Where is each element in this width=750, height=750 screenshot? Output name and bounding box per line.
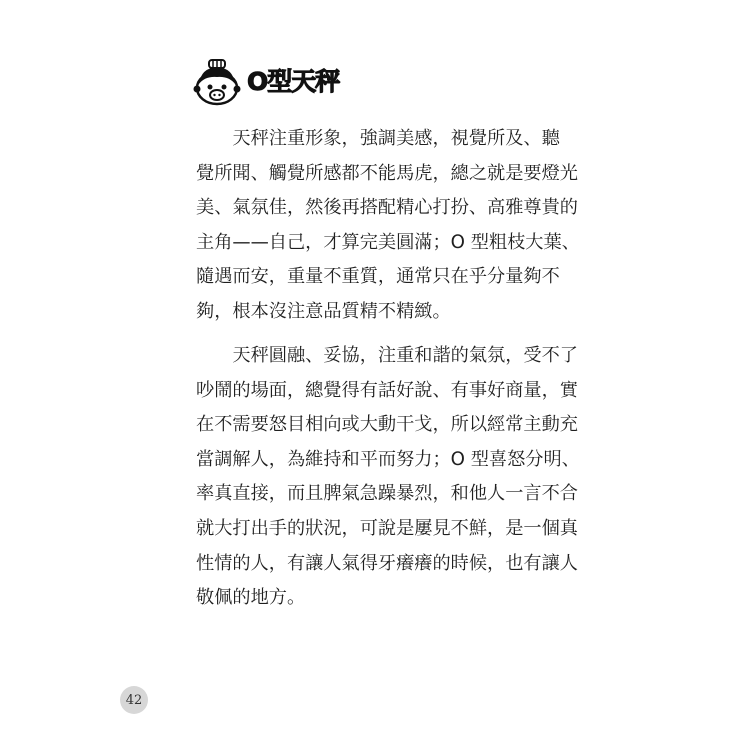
text-line: 夠，根本沒注意品質精不精緻。 xyxy=(196,300,451,322)
text-line: 性情的人，有讓人氣得牙癢癢的時候，也有讓人 xyxy=(196,552,578,574)
text-line: 在不需要怒目相向或大動干戈，所以經常主動充 xyxy=(196,414,578,436)
mascot-face-icon xyxy=(193,56,241,106)
text-line: 覺所聞、觸覺所感都不能馬虎，總之就是要燈光 xyxy=(196,162,578,184)
paragraph-2 xyxy=(196,339,580,616)
text-line: 吵鬧的場面，總覺得有話好說、有事好商量，實 xyxy=(196,379,578,401)
section-title: O型天秤 xyxy=(247,66,340,96)
section-heading xyxy=(193,56,339,106)
text-line: 美、氣氛佳，然後再搭配精心打扮、高雅尊貴的 xyxy=(196,197,578,219)
text-line: 就大打出手的狀況，可說是屢見不鮮，是一個真 xyxy=(196,517,578,539)
text-line: 隨遇而安，重量不重質，通常只在乎分量夠不 xyxy=(196,266,560,288)
text-line: 天秤注重形象，強調美感，視覺所及、聽 xyxy=(196,128,560,149)
page-number: 42 xyxy=(120,686,148,714)
text-line: 主角——自己，才算完美圓滿；O 型粗枝大葉、 xyxy=(196,231,580,253)
text-line: 率真直接，而且脾氣急躁暴烈，和他人一言不合 xyxy=(196,483,578,505)
text-line: 當調解人，為維持和平而努力；O 型喜怒分明、 xyxy=(196,448,580,470)
text-line: 敬佩的地方。 xyxy=(196,587,306,609)
paragraph-1 xyxy=(196,122,580,330)
text-line: 天秤圓融、妥協，注重和諧的氣氛，受不了 xyxy=(196,345,578,366)
